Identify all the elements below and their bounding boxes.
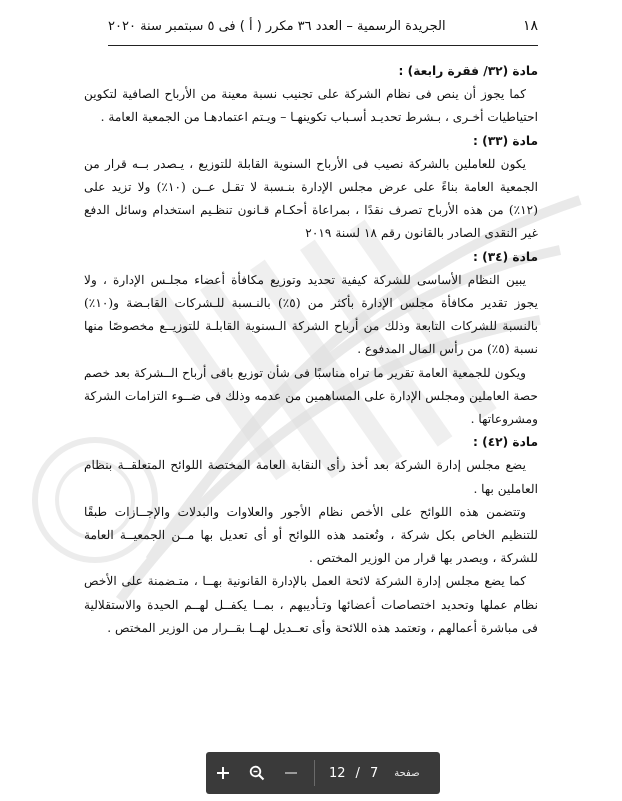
page-header — [108, 18, 538, 34]
header-rule — [108, 45, 538, 46]
document-body — [84, 60, 538, 640]
minus-icon — [284, 766, 298, 780]
current-page-input[interactable]: 7 — [369, 765, 379, 781]
article-paragraph: ويكون للجمعية العامة تقرير ما تراه مناسبًا فى شأن توزيع باقى أرباح الــشركة بعد خصم حصة العاملين ومجلس الإدارة على المساهمين من عدمه وذلك فى ضــوء التزامات الشركة ومشروعاتها . — [84, 365, 538, 427]
article-paragraph: وتتضمن هذه اللوائح على الأخص نظام الأجور والعلاوات والبدلات والإجــازات طبقًا للتنظيم الخاص بكل شركة ، وتُعتمد هذه اللوائح أو أى تعديل بها مــن الجمعيــة العامة للشركة ، ويصدر بها قرار من الوزير المختص . — [84, 504, 538, 566]
zoom-in-button[interactable] — [206, 752, 240, 794]
article-paragraph: كما يضع مجلس إدارة الشركة لائحة العمل بالإدارة القانونية بهــا ، متـضمنة على الأخص نظام عملها وتحديد اختصاصات أعضائها وتـأديبهم ، بمــا يكفــل لهــم الحيدة والاستقلالية فى مباشرة أعمالهم ، وتعتمد هذه اللائحة وأى تعــديل لهــا بقــرار من الوزير المختص . — [84, 574, 538, 635]
article-heading: مادة (٣٤) : — [473, 249, 538, 264]
page-separator: / — [355, 765, 360, 781]
plus-icon — [216, 766, 230, 780]
article-heading: مادة (٣٣) : — [473, 133, 538, 148]
article-paragraph: يبين النظام الأساسى للشركة كيفية تحديد وتوزيع مكافأة أعضاء مجلـس الإدارة ، ولا يجوز تقدير مكافأة مجلس الإدارة بأكثر من (٥٪) بالنـسبة للـشركات القابـضة و(١٠٪) بالنسبة للشركات التابعة وذلك من أرباح الشركة الـسنوية القابلـة للتوزيــع مخصوصًا منها نسبة (٥٪) من رأس المال المدفوع . — [84, 272, 538, 357]
pdf-viewer-toolbar — [206, 752, 440, 794]
page-number: ١٨ — [522, 18, 538, 34]
gazette-title: الجريدة الرسمية – العدد ٣٦ مكرر ( أ ) فى ٥ سبتمبر سنة ٢٠٢٠ — [108, 19, 446, 34]
zoom-button[interactable] — [240, 752, 274, 794]
article-heading: مادة (٣٢/ فقرة رابعة) : — [398, 64, 538, 78]
page-label: صفحة — [394, 767, 420, 779]
toolbar-divider — [314, 760, 315, 786]
total-pages: 12 — [329, 765, 346, 781]
magnifier-icon — [249, 765, 265, 781]
page-indicator — [321, 766, 420, 781]
article-heading: مادة (٤٢) : — [473, 435, 538, 450]
article-paragraph: يضع مجلس إدارة الشركة بعد أخذ رأى النقابة العامة المختصة اللوائح المتعلقــة بنظام العاملين بها . — [84, 458, 538, 496]
article-paragraph: كما يجوز أن ينص فى نظام الشركة على تجنيب نسبة معينة من الأرباح الصافية لتكوين احتياطيات أخـرى ، بـشرط تحديـد أسـباب تكوينهـا – ويـتم اعتمادهـا من الجمعية العامة . — [84, 87, 538, 125]
zoom-out-button[interactable] — [274, 752, 308, 794]
article-paragraph: يكون للعاملين بالشركة نصيب فى الأرباح السنوية القابلة للتوزيع ، يـصدر بــه قرار من الجمعية العامة بناءً على عرض مجلس الإدارة بنـسبة لا تقـل عــن (١٠٪) ولا تزيد على (١٢٪) من هذه الأرباح تصرف نقدًا ، بمراعاة أحكـام قـانون تنظـيم استخدام وسائل الدفع غير النقدى الصادر بالقانون رقم ١٨ لسنة ٢٠١٩ — [84, 156, 538, 241]
